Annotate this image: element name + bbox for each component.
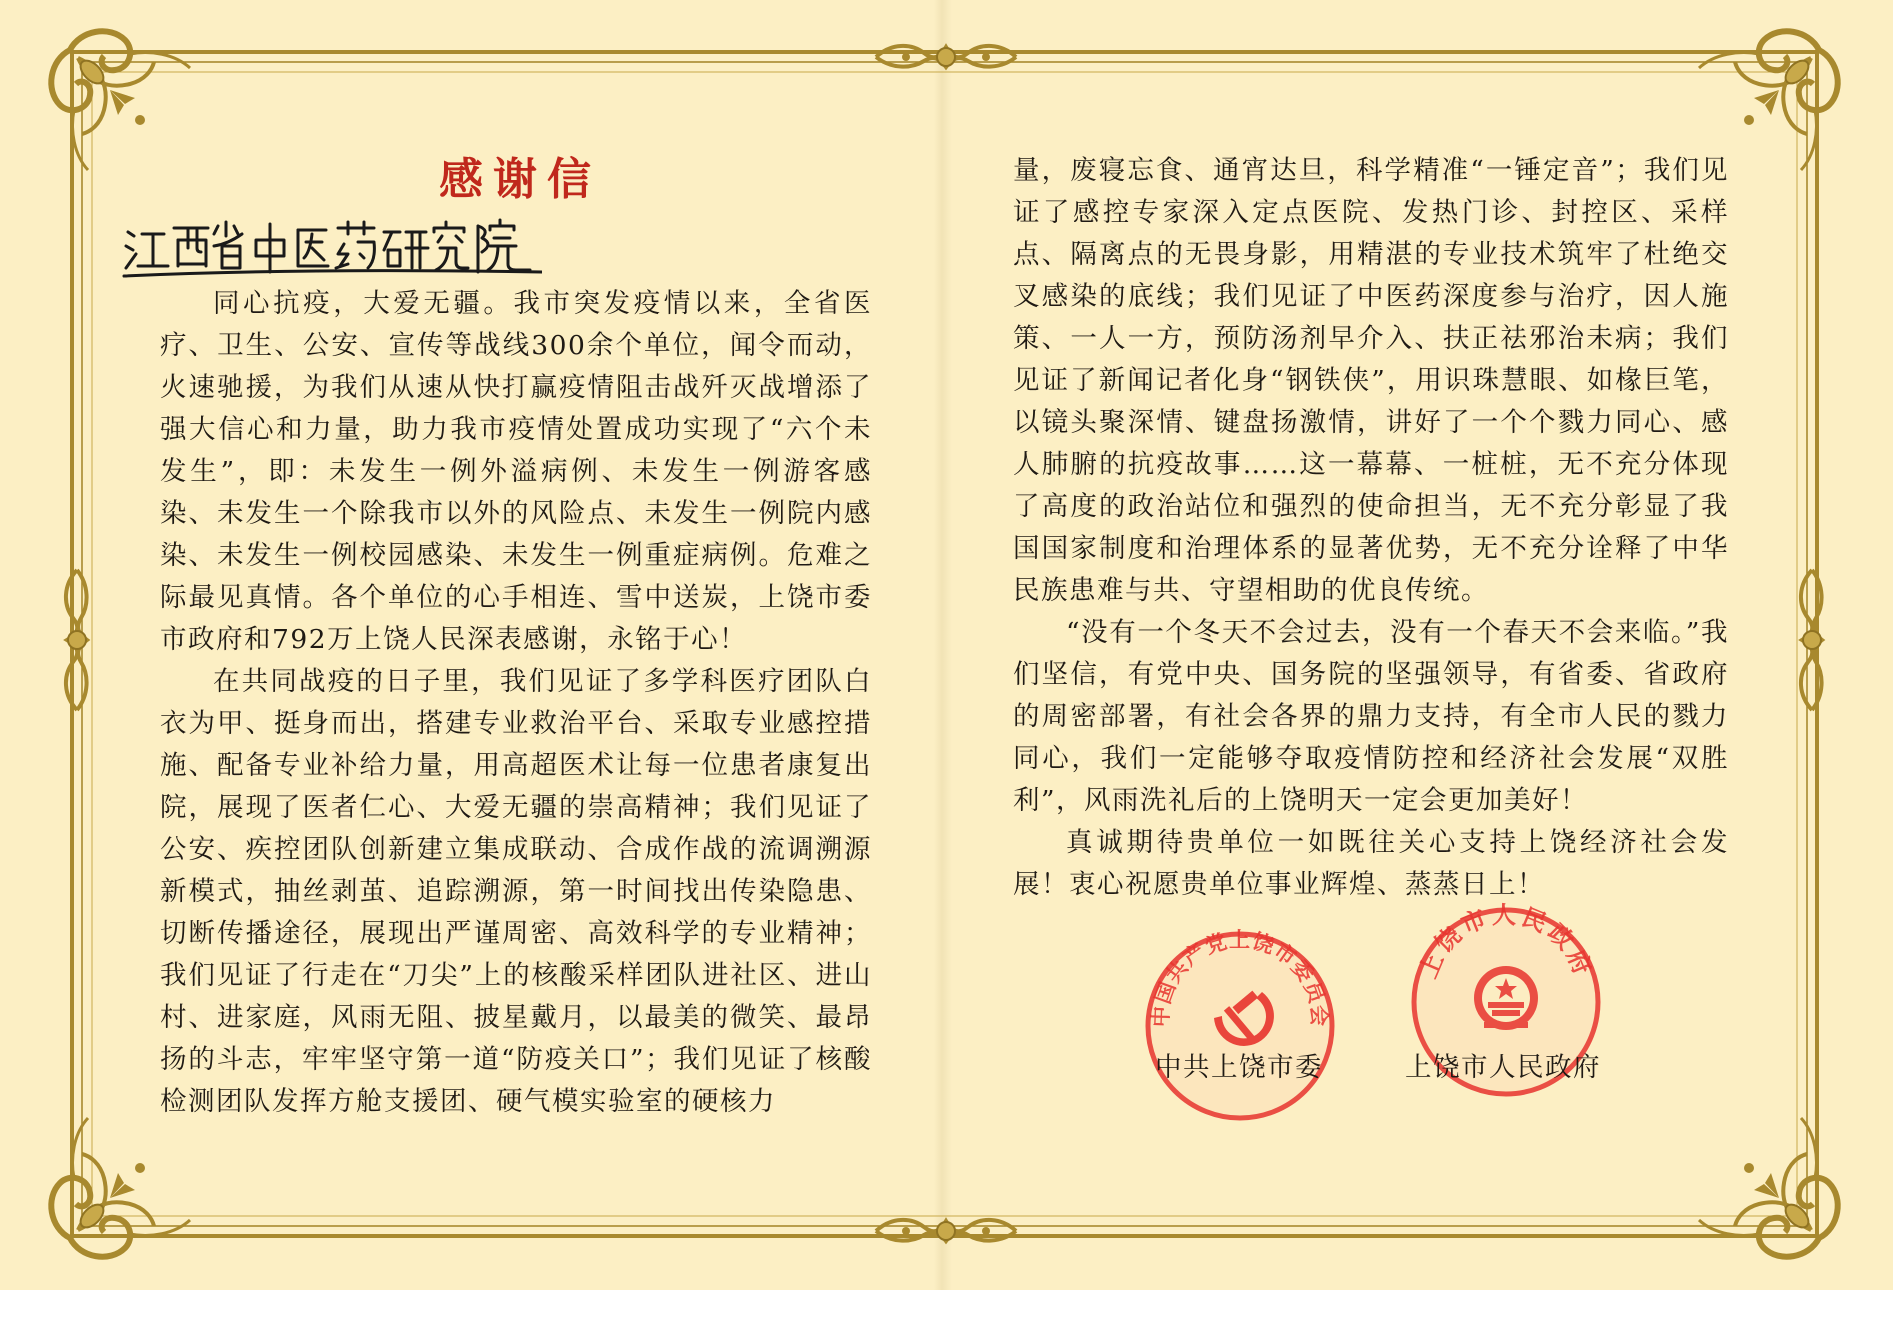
body-paragraph: “没有一个冬天不会过去，没有一个春天不会来临。”我们坚信，有党中央、国务院的坚强领导，有省委、省政府的周密部署，有社会各界的鼎力支持，有全市人民的戮力同心，我们一定能够夺取疫情防控和经济社会发展“双胜利”，风雨洗礼后的上饶明天一定会更加美好！ (1013, 617, 1729, 816)
party-committee-seal (1140, 926, 1340, 1126)
letter-title: 感谢信 (439, 154, 601, 205)
letter-body-left (160, 283, 872, 1123)
body-paragraph-continued: 量，废寝忘食、通宵达旦，科学精准“一锤定音”；我们见证了感控专家深入定点医院、发热门诊、封控区、采样点、隔离点的无畏身影，用精湛的专业技术筑牢了杜绝交叉感染的底线；我们见证了中医药深度参与治疗，因人施策、一人一方，预防汤剂早介入、扶正祛邪治未病；我们见证了新闻记者化身“钢铁侠”，用识珠慧眼、如椽巨笔，以镜头聚深情、键盘扬激情，讲好了一个个戮力同心、感人肺腑的抗疫故事……这一幕幕、一桩桩，无不充分体现了高度的政治站位和强烈的使命担当，无不充分彰显了我国国家制度和治理体系的显著优势，无不充分诠释了中华民族患难与共、守望相助的优良传统。 (1013, 155, 1729, 606)
side-ornament-icon (66, 570, 87, 710)
body-paragraph: 同心抗疫，大爱无疆。我市突发疫情以来，全省医疗、卫生、公安、宣传等战线300余个单位，闻令而动，火速驰援，为我们从速从快打赢疫情阻击战歼灭战增添了强大信心和力量，助力我市疫情处置成功实现了“六个未发生”，即：未发生一例外溢病例、未发生一例游客感染、未发生一个除我市以外的风险点、未发生一例院内感染、未发生一例校园感染、未发生一例重症病例。危难之际最见真情。各个单位的心手相连、雪中送炭，上饶市委市政府和792万上饶人民深表感谢，永铭于心！ (160, 288, 872, 655)
national-emblem-icon (1474, 966, 1538, 1030)
signatory-city-government: 上饶市人民政府 (1405, 1052, 1601, 1083)
body-paragraph: 在共同战疫的日子里，我们见证了多学科医疗团队白衣为甲、挺身而出，搭建专业救治平台、采取专业感控措施、配备专业补给力量，用高超医术让每一位患者康复出院，展现了医者仁心、大爱无疆的崇高精神；我们见证了公安、疾控团队创新建立集成联动、合成作战的流调溯源新模式，抽丝剥茧、追踪溯源，第一时间找出传染隐患、切断传播途径，展现出严谨周密、高效科学的专业精神；我们见证了行走在“刀尖”上的核酸采样团队进社区、进山村、进家庭，风雨无阻、披星戴月，以最美的微笑、最昂扬的斗志，牢牢坚守第一道“防疫关口”；我们见证了核酸检测团队发挥方舱支援团、硬气模实验室的硬核力 (160, 666, 872, 1117)
letter-body-right (1013, 150, 1729, 906)
closing-paragraph: 真诚期待贵单位一如既往关心支持上饶经济社会发展！衷心祝愿贵单位事业辉煌、蒸蒸日上！ (1013, 827, 1729, 900)
seal-text: 上饶市人民政府 (1413, 902, 1599, 983)
top-center-ornament-icon (876, 46, 1016, 67)
handwritten-recipient-signature (122, 210, 542, 285)
signatory-party-committee: 中共上饶市委 (1155, 1052, 1323, 1083)
seal-text: 中国共产党上饶市委员会 (1147, 927, 1333, 1028)
